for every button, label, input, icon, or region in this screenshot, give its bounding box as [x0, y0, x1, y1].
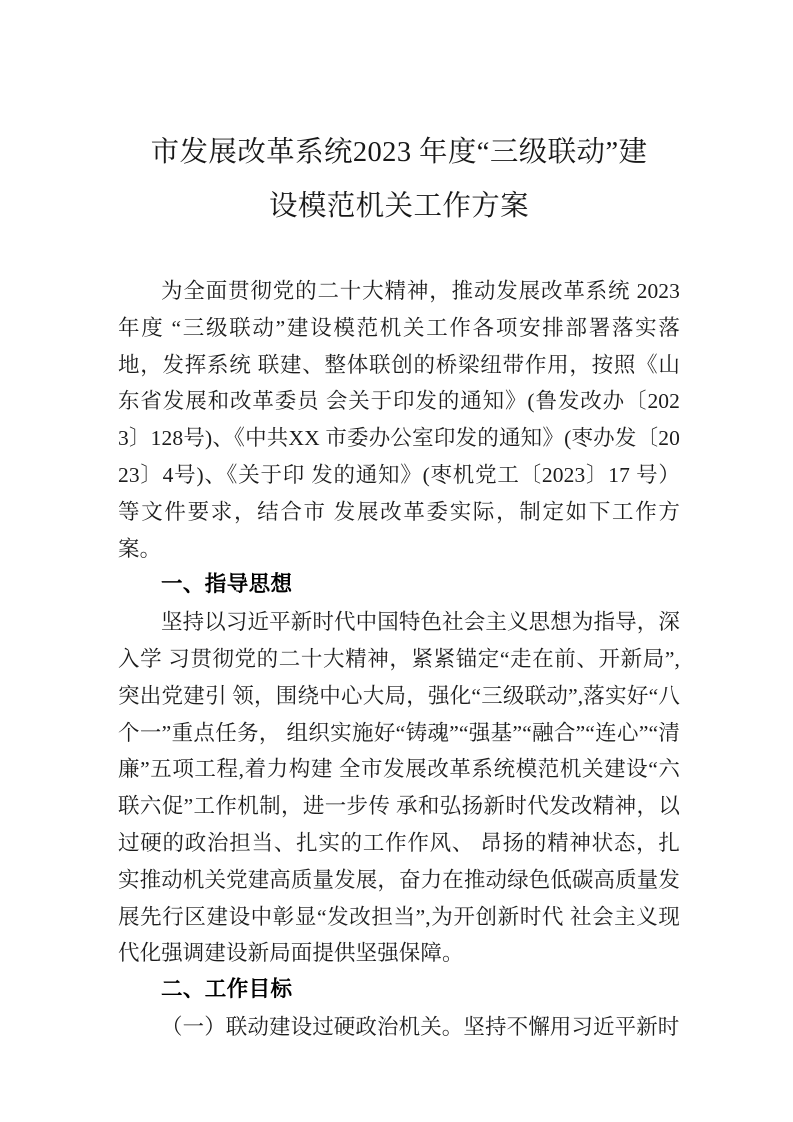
page-title-line-1: 市发展改革系统2023 年度“三级联动”建 — [150, 137, 648, 168]
section-heading-guiding-thought: 一、指导思想 — [161, 572, 293, 598]
section-heading-work-goal: 二、工作目标 — [161, 977, 293, 1003]
page-title — [118, 126, 680, 234]
work-goal-item-1-paragraph: （一）联动建设过硬政治机关。坚持不懈用习近平新时 — [161, 1014, 680, 1039]
intro-paragraph: 为全面贯彻党的二十大精神，推动发展改革系统 2023 年度 “三级联动”建设模范机关工作各项安排部署落实落地，发挥系统 联建、整体联创的桥梁纽带作用，按照《山东省发展和改革委员 会关于印发的通知》(鲁发改办〔2023〕128号)、《中共XX 市委办公室印发的通知》(枣办发〔2023〕4号)、《关于印 发的通知》(枣机党工〔2023〕17 号）等文件要求，结合市 发展改革委实际，制定如下工作方案。 — [118, 279, 680, 561]
document-title-block — [118, 0, 680, 234]
title-body-spacer — [118, 234, 680, 273]
page-title-line-2: 设模范机关工作方案 — [268, 191, 530, 222]
document-content-column — [118, 0, 680, 1046]
guiding-thought-paragraph: 坚持以习近平新时代中国特色社会主义思想为指导，深入学 习贯彻党的二十大精神，紧紧锚定“走在前、开新局”,突出党建引 领，围绕中心大局，强化“三级联动”,落实好“八个一”重点任务， 组织实施好“铸魂”“强基”“融合”“连心”“清廉”五项工程,着力构建 全市发展改革系统模范机关建设“六联六促”工作机制，进一步传 承和弘扬新时代发改精神，以过硬的政治担当、扎实的工作作风、 昂扬的精神状态，扎实推动机关党建高质量发展，奋力在推动绿色低碳高质量发展先行区建设中彰显“发改担当”,为开创新时代 社会主义现代化强调建设新局面提供坚强保障。 — [118, 610, 680, 966]
